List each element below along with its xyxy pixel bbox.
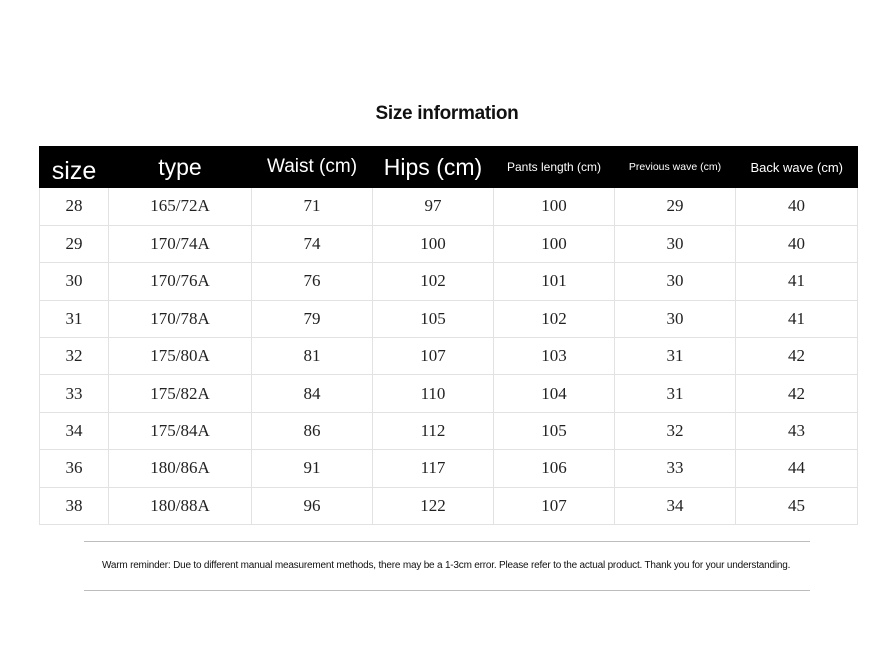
cell-waist: 96 (252, 487, 373, 524)
table-row (40, 487, 858, 524)
cell-waist: 76 (252, 263, 373, 300)
cell-hips: 110 (373, 375, 494, 412)
cell-size: 33 (40, 375, 109, 412)
cell-hips: 122 (373, 487, 494, 524)
warm-reminder-text: Warm reminder: Due to different manual measurement methods, there may be a 1-3cm error. Please refer to the actual product. Thank you for your understanding. (102, 560, 791, 571)
cell-pants-length: 100 (494, 188, 615, 225)
cell-previous-wave: 34 (615, 487, 736, 524)
cell-size: 38 (40, 487, 109, 524)
cell-hips: 112 (373, 412, 494, 449)
cell-type: 180/86A (109, 450, 252, 487)
cell-back-wave: 40 (736, 188, 858, 225)
cell-type: 180/88A (109, 487, 252, 524)
header-size: size (40, 146, 109, 188)
table-row (40, 338, 858, 375)
cell-back-wave: 41 (736, 300, 858, 337)
cell-pants-length: 101 (494, 263, 615, 300)
cell-waist: 79 (252, 300, 373, 337)
cell-hips: 100 (373, 225, 494, 262)
size-table (39, 146, 858, 525)
cell-previous-wave: 29 (615, 188, 736, 225)
header-hips: Hips (cm) (373, 146, 494, 188)
cell-waist: 81 (252, 338, 373, 375)
cell-pants-length: 107 (494, 487, 615, 524)
cell-previous-wave: 30 (615, 300, 736, 337)
cell-back-wave: 45 (736, 487, 858, 524)
cell-type: 170/76A (109, 263, 252, 300)
cell-pants-length: 105 (494, 412, 615, 449)
table-row (40, 300, 858, 337)
cell-waist: 71 (252, 188, 373, 225)
table-header-row (40, 146, 858, 188)
cell-type: 170/78A (109, 300, 252, 337)
header-back-wave: Back wave (cm) (736, 146, 858, 188)
cell-back-wave: 42 (736, 338, 858, 375)
cell-previous-wave: 31 (615, 375, 736, 412)
cell-size: 36 (40, 450, 109, 487)
cell-waist: 86 (252, 412, 373, 449)
page-title: Size information (375, 103, 519, 124)
cell-hips: 97 (373, 188, 494, 225)
cell-hips: 105 (373, 300, 494, 337)
cell-waist: 91 (252, 450, 373, 487)
cell-hips: 107 (373, 338, 494, 375)
cell-type: 175/80A (109, 338, 252, 375)
cell-previous-wave: 30 (615, 263, 736, 300)
cell-hips: 117 (373, 450, 494, 487)
table-row (40, 375, 858, 412)
cell-back-wave: 42 (736, 375, 858, 412)
warm-reminder (84, 541, 810, 591)
cell-back-wave: 43 (736, 412, 858, 449)
table-row (40, 263, 858, 300)
cell-size: 34 (40, 412, 109, 449)
header-waist: Waist (cm) (252, 146, 373, 188)
cell-pants-length: 106 (494, 450, 615, 487)
cell-hips: 102 (373, 263, 494, 300)
cell-previous-wave: 32 (615, 412, 736, 449)
cell-previous-wave: 33 (615, 450, 736, 487)
cell-size: 31 (40, 300, 109, 337)
cell-type: 175/82A (109, 375, 252, 412)
cell-waist: 84 (252, 375, 373, 412)
cell-size: 28 (40, 188, 109, 225)
table-row (40, 188, 858, 225)
header-type: type (109, 146, 252, 188)
cell-type: 165/72A (109, 188, 252, 225)
cell-size: 30 (40, 263, 109, 300)
cell-back-wave: 40 (736, 225, 858, 262)
cell-back-wave: 41 (736, 263, 858, 300)
cell-previous-wave: 30 (615, 225, 736, 262)
cell-pants-length: 103 (494, 338, 615, 375)
cell-waist: 74 (252, 225, 373, 262)
table-row (40, 225, 858, 262)
cell-previous-wave: 31 (615, 338, 736, 375)
cell-back-wave: 44 (736, 450, 858, 487)
table-row (40, 412, 858, 449)
header-pants-length: Pants length (cm) (494, 146, 615, 188)
cell-type: 175/84A (109, 412, 252, 449)
table-row (40, 450, 858, 487)
header-previous-wave: Previous wave (cm) (615, 146, 736, 188)
cell-type: 170/74A (109, 225, 252, 262)
cell-pants-length: 100 (494, 225, 615, 262)
cell-size: 29 (40, 225, 109, 262)
cell-size: 32 (40, 338, 109, 375)
cell-pants-length: 102 (494, 300, 615, 337)
cell-pants-length: 104 (494, 375, 615, 412)
